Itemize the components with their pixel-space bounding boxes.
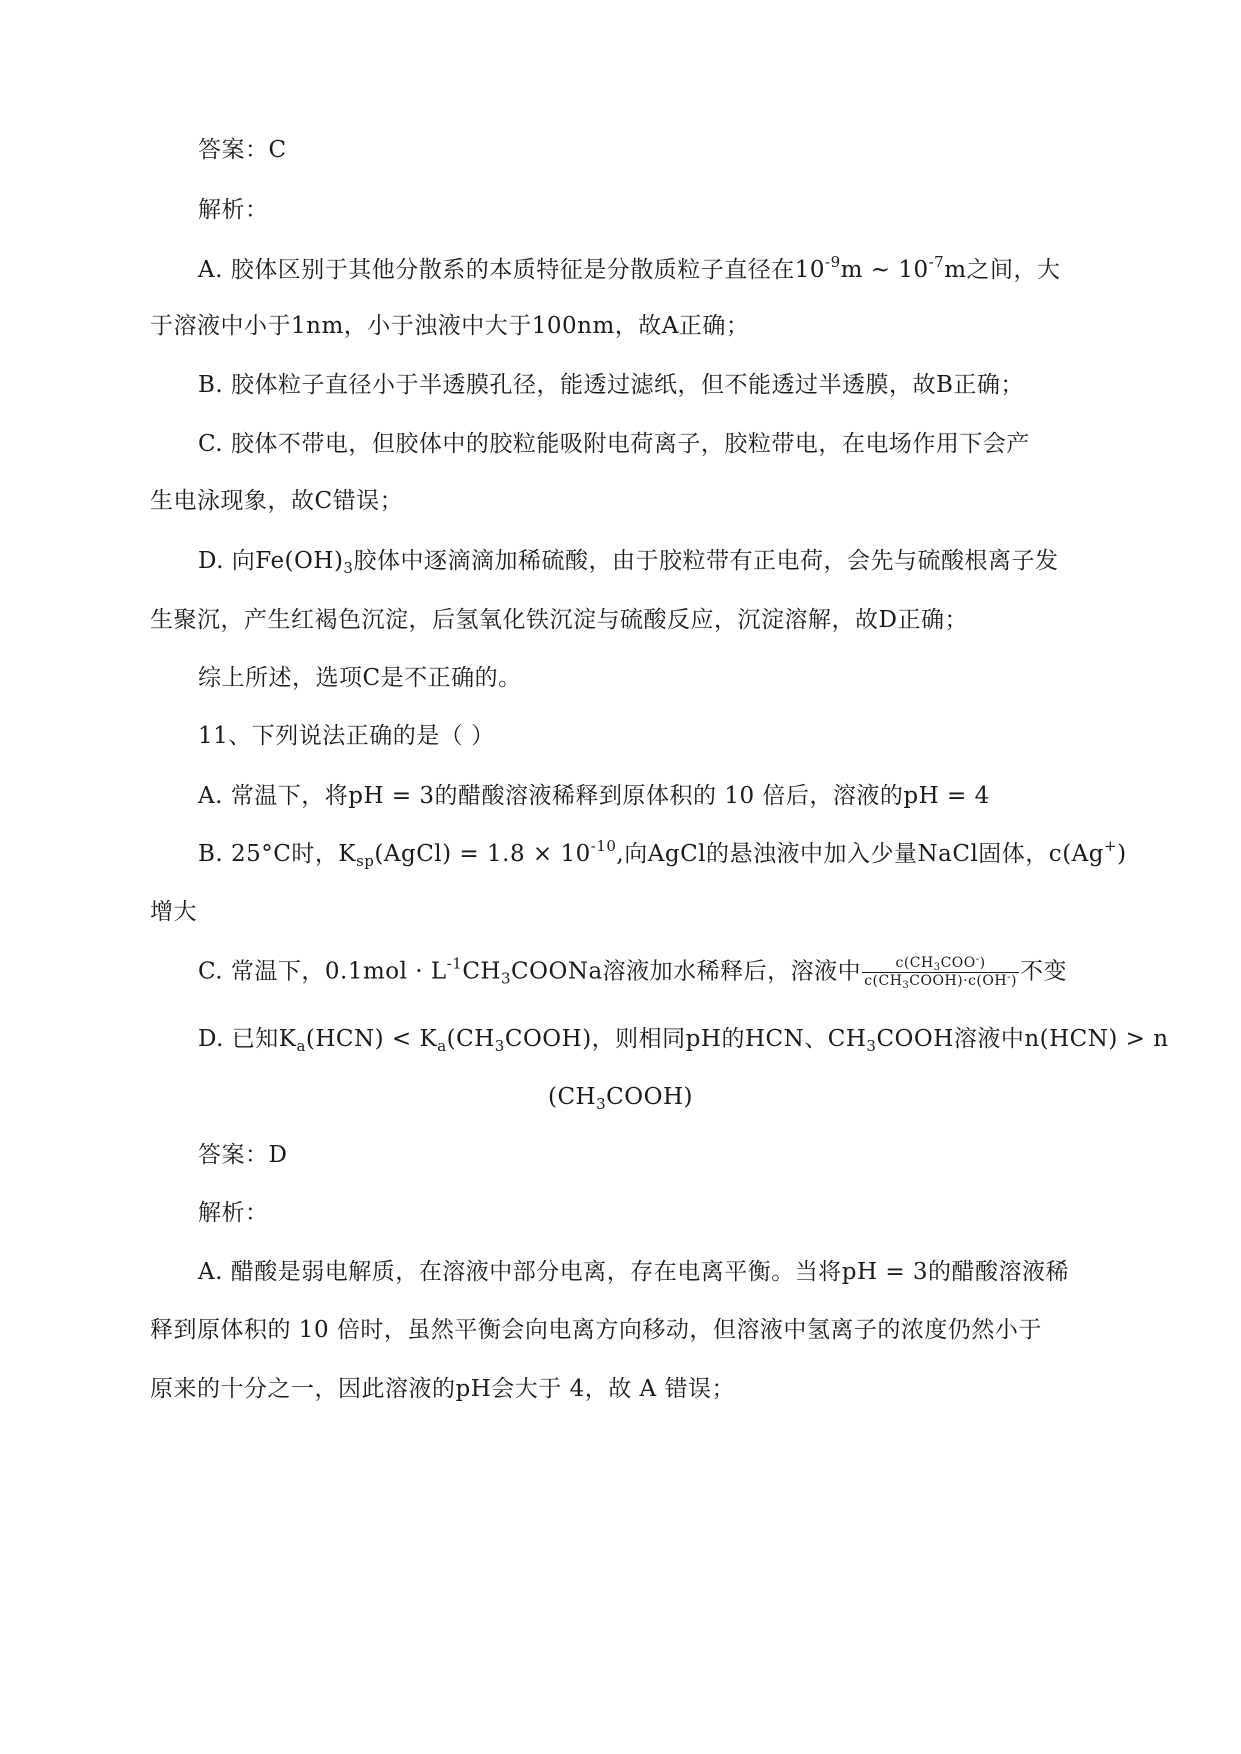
text-fragment: 生电泳现象，故C错误； <box>150 488 404 514</box>
text-fragment: 于溶液中小于1nm，小于浊液中大于100nm，故A正确； <box>150 313 750 339</box>
analysis-option-c-line-1 <box>198 428 1148 460</box>
question-11-option-b-line-1 <box>198 838 1148 870</box>
analysis-label-2 <box>198 1197 1148 1229</box>
text-fragment: 胶体中逐滴滴加稀硫酸，由于胶粒带有正电荷，会先与硫酸根离子发 <box>353 548 1059 574</box>
text-fragment: B. 25°C时，K <box>198 841 357 867</box>
text-fragment: 不变 <box>1019 958 1067 985</box>
text-fragment: CH <box>462 958 501 985</box>
question-11-option-b-line-2 <box>150 896 1100 928</box>
text-fragment: B. 胶体粒子直径小于半透膜孔径，能透过滤纸，但不能透过半透膜，故B正确； <box>198 372 1024 398</box>
text-fragment: 综上所述，选项C是不正确的。 <box>198 665 522 691</box>
fraction-numerator <box>862 955 1019 973</box>
text-fragment: + <box>1104 837 1118 855</box>
text-fragment: COOH溶液中n(HCN) > n <box>876 1026 1169 1052</box>
analysis-option-a-line-2 <box>150 310 1100 342</box>
text-fragment: 增大 <box>150 899 197 925</box>
text-fragment: A. 常温下，将pH = 3的醋酸溶液稀释到原体积的 10 倍后，溶液的pH = 4 <box>198 783 990 809</box>
text-fragment: (CH <box>446 1026 495 1052</box>
summary-line <box>198 662 1148 694</box>
text-fragment: COOH)，则相同pH的HCN、CH <box>504 1026 867 1052</box>
fraction-denominator <box>862 973 1019 990</box>
question-11-option-a <box>198 780 1148 812</box>
text-fragment: (AgCl) = 1.8 × 10 <box>374 841 591 867</box>
text-fragment: -9 <box>825 253 841 271</box>
text-fragment: COO <box>940 955 976 971</box>
text-fragment: 释到原体积的 10 倍时，虽然平衡会向电离方向移动，但溶液中氢离子的浓度仍然小于 <box>150 1317 1042 1343</box>
text-fragment: COOH) <box>606 1084 694 1110</box>
text-fragment: (CH <box>547 1084 597 1110</box>
text-fragment: COOH)·c(OH <box>909 973 1008 989</box>
text-fragment: ) <box>1117 841 1127 867</box>
text-fragment: - <box>975 954 980 965</box>
text-fragment: 原来的十分之一，因此溶液的pH会大于 4，故 A 错误； <box>150 1376 735 1402</box>
text-fragment: 11、下列说法正确的是（ ） <box>198 723 495 749</box>
text-fragment: 3 <box>866 1037 877 1055</box>
answer-label-2 <box>198 1139 1148 1171</box>
analysis-11-a-line-1 <box>198 1256 1148 1288</box>
analysis-option-b <box>198 369 1148 401</box>
text-fragment: 解析： <box>198 1200 269 1226</box>
analysis-option-c-line-2 <box>150 485 1100 517</box>
text-fragment: - <box>1007 972 1011 983</box>
question-11-option-c <box>198 955 1148 990</box>
text-fragment: C. 常温下，0.1mol · L <box>198 958 447 985</box>
question-11-option-d-line-2 <box>0 1081 1241 1113</box>
text-fragment: 生聚沉，产生红褐色沉淀，后氢氧化铁沉淀与硫酸反应，沉淀溶解，故D正确； <box>150 607 968 633</box>
text-fragment: 解析： <box>198 197 269 223</box>
text-fragment: sp <box>356 852 375 870</box>
question-11-stem <box>198 720 1148 752</box>
text-fragment: C. 胶体不带电，但胶体中的胶粒能吸附电荷离子，胶粒带电，在电场作用下会产 <box>198 431 1030 457</box>
analysis-option-d-line-1 <box>198 545 1148 577</box>
analysis-option-d-line-2 <box>150 604 1100 636</box>
text-fragment: 3 <box>343 559 354 577</box>
concentration-ratio-fraction <box>862 955 1019 990</box>
text-fragment: D. 已知K <box>198 1026 297 1052</box>
text-fragment: 答案：C <box>198 137 287 163</box>
text-fragment: (HCN) < K <box>305 1026 438 1052</box>
question-11-option-d-line-1 <box>198 1023 1169 1055</box>
text-fragment: m之间，大 <box>944 257 1061 283</box>
text-fragment: D. 向Fe(OH) <box>198 548 344 574</box>
text-fragment: ) <box>979 955 986 971</box>
text-fragment: A. 醋酸是弱电解质，在溶液中部分电离，存在电离平衡。当将pH = 3的醋酸溶液稀 <box>198 1259 1070 1285</box>
text-fragment: 3 <box>596 1095 607 1113</box>
text-fragment: -10 <box>590 837 617 855</box>
analysis-label-1 <box>198 194 1148 226</box>
text-fragment: 答案：D <box>198 1142 288 1168</box>
text-fragment: m ~ 10 <box>840 257 929 283</box>
text-fragment: 3 <box>500 969 512 988</box>
analysis-11-a-line-2 <box>150 1314 1100 1346</box>
text-fragment: c(CH <box>864 973 903 989</box>
analysis-option-a-line-1 <box>198 254 1148 286</box>
text-fragment: 3 <box>933 962 941 973</box>
analysis-11-a-line-3 <box>150 1373 1100 1405</box>
text-fragment: a <box>296 1037 306 1055</box>
text-fragment: A. 胶体区别于其他分散系的本质特征是分散质粒子直径在10 <box>198 257 825 283</box>
text-fragment: COONa溶液加水稀释后，溶液中 <box>511 958 862 985</box>
answer-label-1 <box>198 134 1148 166</box>
text-fragment: -1 <box>446 954 463 973</box>
text-fragment: 3 <box>902 980 910 991</box>
text-fragment: ) <box>1010 973 1017 989</box>
text-fragment: 3 <box>494 1037 505 1055</box>
text-fragment: -7 <box>928 253 945 271</box>
text-fragment: ,向AgCl的悬浊液中加入少量NaCl固体，c(Ag <box>616 841 1104 867</box>
text-fragment: a <box>437 1037 447 1055</box>
text-fragment: c(CH <box>895 955 934 971</box>
